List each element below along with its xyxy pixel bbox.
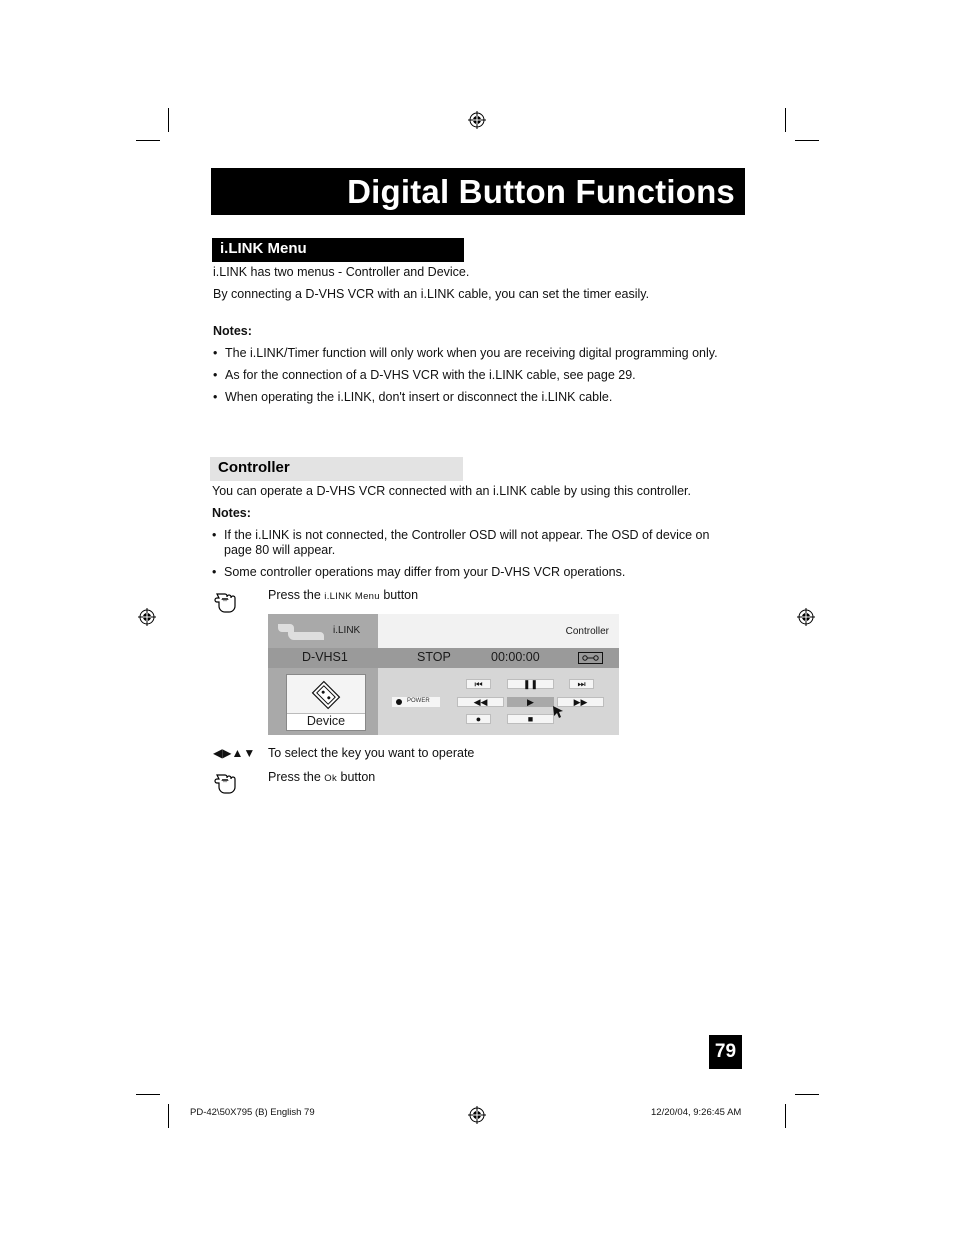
key-name: i.LINK Menu (324, 591, 380, 602)
cursor-arrow-icon (552, 705, 565, 719)
crop-mark (168, 1104, 169, 1128)
crop-mark (785, 1104, 786, 1128)
note-text: The i.LINK/Timer function will only work when you are receiving digital programming only. (225, 346, 718, 360)
cassette-icon (578, 652, 603, 664)
note-text: When operating the i.LINK, don't insert or disconnect the i.LINK cable. (225, 390, 613, 404)
pause-button[interactable] (507, 679, 554, 689)
footer-left: PD-42\50X795 (B) English 79 (190, 1107, 315, 1118)
key-name: Ok (324, 773, 338, 784)
page-number-box (709, 1035, 742, 1069)
play-icon: ▶ (527, 697, 534, 707)
power-button[interactable] (392, 697, 440, 707)
power-label: POWER (407, 698, 430, 704)
stop-button[interactable] (507, 714, 554, 724)
footer-right: 12/20/04, 9:26:45 AM (651, 1107, 742, 1118)
page-number: 79 (714, 1041, 737, 1062)
pause-icon: ❚❚ (522, 679, 539, 689)
crop-mark (795, 1094, 819, 1095)
osd-status: STOP (417, 650, 451, 664)
controller-osd (268, 614, 619, 735)
fast-forward-icon: ▶▶ (573, 697, 588, 707)
section-heading-controller (210, 457, 463, 481)
device-label: Device (306, 714, 346, 728)
stop-icon: ■ (527, 714, 534, 724)
page-title: Digital Button Functions (347, 173, 735, 210)
rewind-icon: ◀◀ (473, 697, 488, 707)
note-text: Some controller operations may differ from your D-VHS VCR operations. (224, 565, 626, 579)
osd-status-bar (268, 648, 619, 668)
bullet-icon: • (212, 528, 217, 542)
crop-mark (785, 108, 786, 132)
arrow-keys-icon: ◀▶▲▼ (213, 746, 256, 760)
page-title-bar (211, 168, 745, 215)
record-icon: ● (475, 714, 482, 724)
notes-label: Notes: (212, 506, 251, 520)
skip-back-icon: ⏮ (474, 679, 483, 689)
step-instruction: Press the Ok button (268, 770, 376, 784)
section-heading-label: Controller (218, 459, 290, 476)
step-instruction: To select the key you want to operate (268, 746, 475, 760)
skip-back-button[interactable] (466, 679, 491, 689)
crop-mark (136, 1094, 160, 1095)
registration-mark-icon (138, 608, 156, 626)
note-text: page 80 will appear. (224, 543, 336, 557)
osd-controller-label: Controller (565, 626, 609, 637)
registration-mark-icon (468, 111, 486, 129)
osd-device-name: D-VHS1 (302, 650, 348, 664)
osd-ilink-label: i.LINK (333, 625, 361, 636)
skip-forward-icon: ⏭ (577, 679, 586, 689)
registration-mark-icon (468, 1106, 486, 1124)
bullet-icon: • (212, 565, 217, 579)
record-button[interactable] (466, 714, 491, 724)
crop-mark (136, 140, 160, 141)
note-text: If the i.LINK is not connected, the Controller OSD will not appear. The OSD of device on (224, 528, 710, 542)
device-tape-icon (309, 679, 343, 711)
bullet-icon: • (213, 390, 218, 404)
osd-time: 00:00:00 (491, 650, 540, 664)
bullet-icon: • (213, 346, 218, 360)
play-button[interactable] (507, 697, 554, 707)
note-text: As for the connection of a D-VHS VCR with the i.LINK cable, see page 29. (225, 368, 636, 382)
crop-mark (168, 108, 169, 132)
skip-forward-button[interactable] (569, 679, 594, 689)
step-instruction: Press the i.LINK Menu button (268, 588, 419, 602)
section-heading-ilink-menu (212, 238, 464, 262)
power-dot-icon (396, 699, 402, 705)
device-button[interactable] (286, 674, 366, 731)
paragraph: i.LINK has two menus - Controller and Device. (213, 265, 470, 279)
hand-press-icon (213, 590, 237, 614)
paragraph: You can operate a D-VHS VCR connected with an i.LINK cable by using this controller. (212, 484, 691, 498)
device-label-box (287, 713, 365, 730)
paragraph: By connecting a D-VHS VCR with an i.LINK cable, you can set the timer easily. (213, 287, 650, 301)
osd-header-right (378, 614, 619, 648)
notes-label: Notes: (213, 324, 252, 338)
ilink-logo-icon (276, 620, 326, 644)
osd-header-left (268, 614, 378, 648)
hand-press-icon (213, 771, 237, 795)
bullet-icon: • (213, 368, 218, 382)
rewind-button[interactable] (457, 697, 504, 707)
registration-mark-icon (797, 608, 815, 626)
section-heading-label: i.LINK Menu (220, 240, 307, 257)
crop-mark (795, 140, 819, 141)
